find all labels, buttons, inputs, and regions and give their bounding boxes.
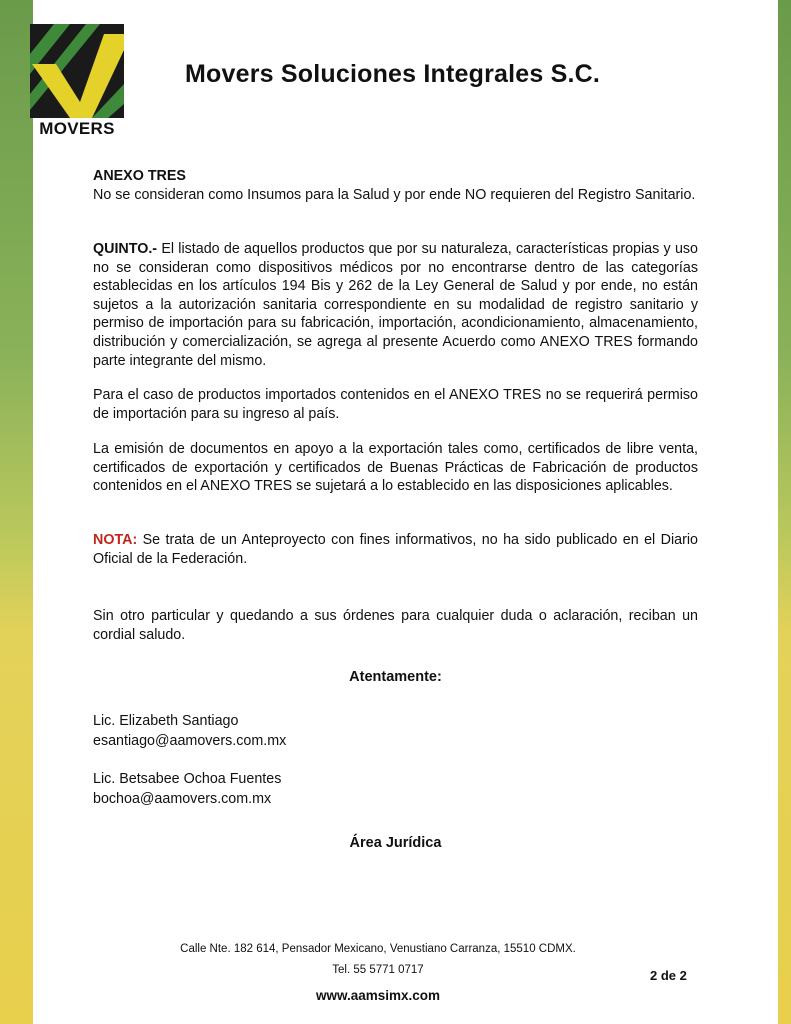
annex-block — [93, 167, 698, 204]
nota-label: NOTA: — [93, 532, 138, 548]
document-page — [33, 0, 778, 1024]
nota-text: Se trata de un Anteproyecto con fines informativos, no ha sido publicado en el Diario Oficial de la Federación. — [93, 532, 698, 567]
quinto-paragraph — [93, 240, 698, 370]
movers-logo — [30, 24, 124, 136]
logo-mark-icon — [30, 24, 124, 118]
signer-2-email[interactable]: bochoa@aamovers.com.mx — [93, 791, 272, 807]
logo-wordmark: MOVERS — [39, 119, 115, 138]
signer-1-name: Lic. Elizabeth Santiago — [93, 713, 239, 729]
page-number: 2 de 2 — [650, 968, 687, 983]
company-name: Movers Soluciones Integrales S.C. — [185, 60, 601, 88]
signer-1-email[interactable]: esantiago@aamovers.com.mx — [93, 733, 287, 749]
salutation: Atentamente: — [349, 669, 442, 685]
quinto-label: QUINTO.- — [93, 241, 158, 257]
footer-website[interactable]: www.aamsimx.com — [315, 988, 441, 1003]
signer-2-name: Lic. Betsabee Ochoa Fuentes — [93, 771, 282, 787]
annex-title: ANEXO TRES — [93, 168, 186, 184]
nota-paragraph — [93, 531, 698, 568]
export-paragraph: La emisión de documentos en apoyo a la exportación tales como, certificados de libre venta, certificados de exportación y certificados de Buenas Prácticas de Fabricación de productos contenidos en el ANEXO TRES se sujetará a lo establecido en las disposiciones aplicables. — [93, 441, 698, 495]
department: Área Jurídica — [349, 835, 442, 851]
annex-text: No se consideran como Insumos para la Salud y por ende NO requieren del Registro Sanitario. — [93, 186, 696, 203]
quinto-text: El listado de aquellos productos que por su naturaleza, características propias y uso no se consideran como dispositivos médicos por no encontrarse dentro de las categorías establecidas en los artículos 194 Bis y 262 de la Ley General de Salud y por ende, no están sujetos a la autorización sanitaria correspondiente en su modalidad de registro sanitario y permiso de importación para su fabricación, importación, acondicionamiento, almacenamiento, distribución y comercialización, se agrega al presente Acuerdo como ANEXO TRES formando parte integrante del mismo. — [93, 241, 698, 369]
footer-phone: Tel. 55 5771 0717 — [332, 964, 424, 976]
footer-address: Calle Nte. 182 614, Pensador Mexicano, Venustiano Carranza, 15510 CDMX. — [180, 943, 576, 955]
closing-paragraph: Sin otro particular y quedando a sus órdenes para cualquier duda o aclaración, reciban un cordial saludo. — [93, 608, 698, 643]
import-paragraph: Para el caso de productos importados contenidos en el ANEXO TRES no se requerirá permiso de importación para su ingreso al país. — [93, 387, 698, 422]
signer-2 — [93, 769, 281, 809]
signer-1 — [93, 711, 286, 751]
